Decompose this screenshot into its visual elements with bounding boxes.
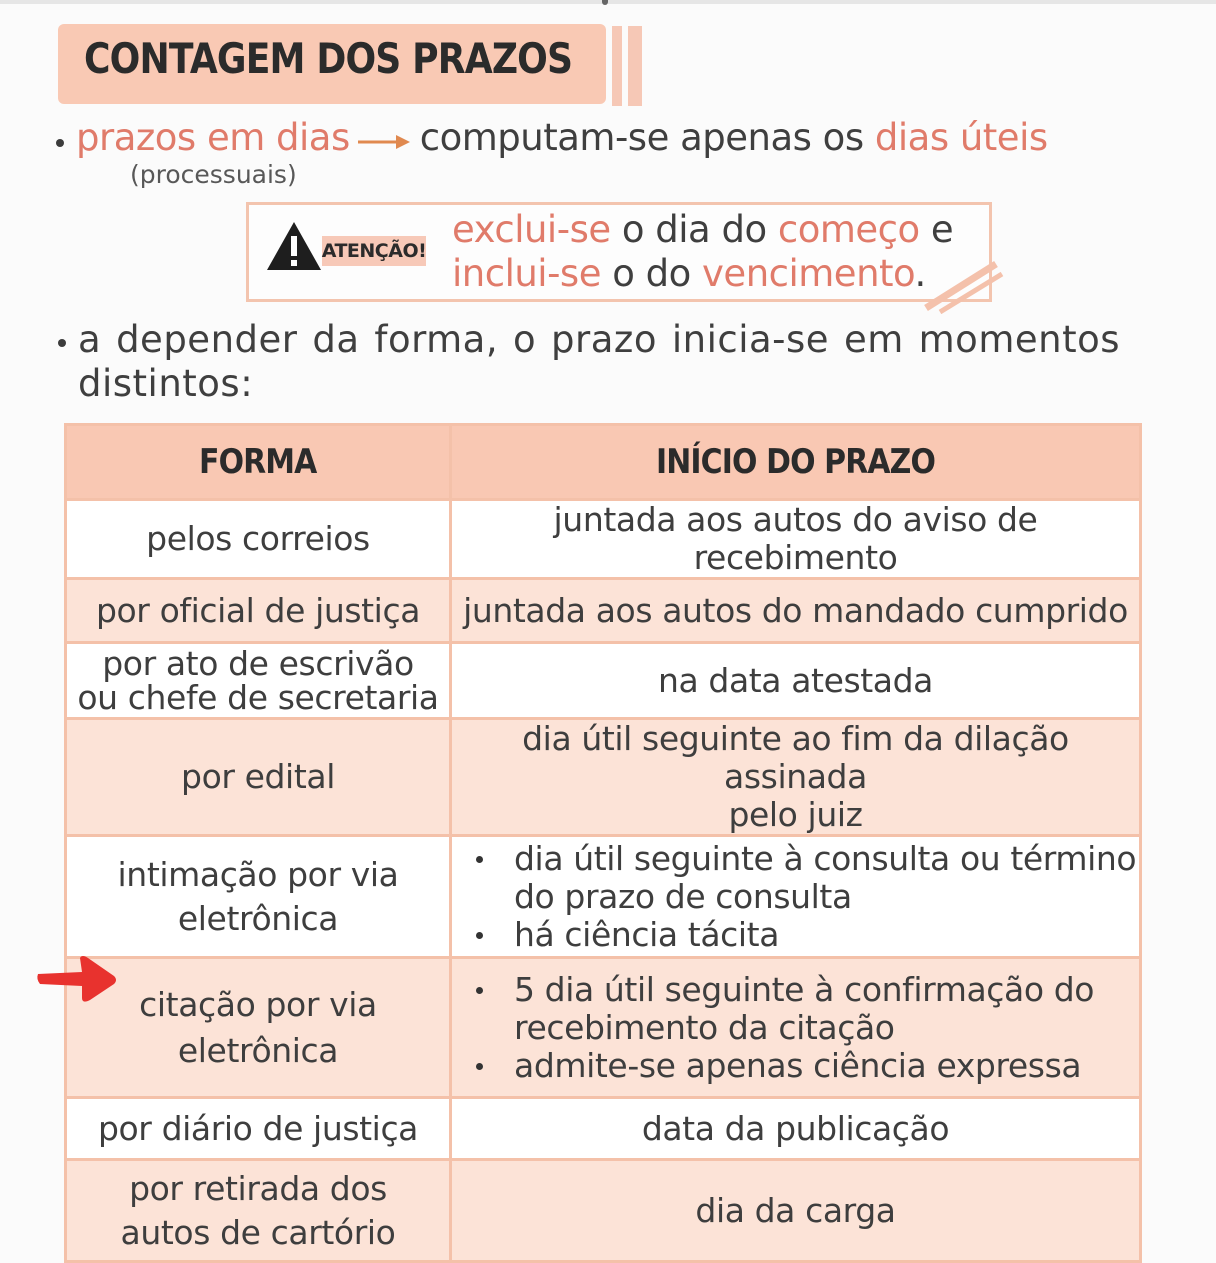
cell-inicio: na data atestada xyxy=(451,643,1141,719)
attention-text: e xyxy=(919,208,954,251)
intro-rest: computam-se apenas os xyxy=(419,116,875,159)
table-row xyxy=(66,1160,1141,1262)
intro-term: prazos em dias xyxy=(76,116,350,159)
attention-vencimento: vencimento xyxy=(702,252,915,295)
cell-line: ou chefe de secretaria xyxy=(77,677,439,717)
corner-decoration xyxy=(920,256,1004,318)
cell-line: eletrônica xyxy=(177,898,339,938)
attention-text: . xyxy=(914,252,926,295)
cell-inicio xyxy=(451,958,1141,1098)
page-title: CONTAGEM DOS PRAZOS xyxy=(84,34,573,83)
cell-inicio xyxy=(451,719,1141,836)
list-item: 5 dia útil seguinte à confirmação do recebimento da citação xyxy=(476,971,1139,1047)
cell-forma: pelos correios xyxy=(66,500,451,579)
cell-inicio: juntada aos autos do mandado cumprido xyxy=(451,579,1141,643)
table-row xyxy=(66,500,1141,579)
intro-term2: dias úteis xyxy=(874,116,1048,159)
top-marker xyxy=(602,0,608,5)
header-forma: FORMA xyxy=(66,425,451,500)
list-item: há ciência tácita xyxy=(476,916,1139,954)
cell-line: eletrônica xyxy=(177,1030,339,1070)
cell-line: citação por via xyxy=(139,984,377,1024)
warning-icon xyxy=(266,220,322,276)
bullet-dot xyxy=(56,139,64,147)
intro-note: (processuais) xyxy=(130,160,297,189)
attention-line-1 xyxy=(452,208,953,251)
cell-line: dia útil seguinte ao fim da dilação assinada xyxy=(522,719,1069,796)
cell-forma xyxy=(66,643,451,719)
cell-list xyxy=(452,971,1139,1085)
attention-comeco: começo xyxy=(777,208,920,251)
top-divider xyxy=(0,0,1216,4)
cell-line: autos de cartório xyxy=(120,1212,396,1252)
description-paragraph: a depender da forma, o prazo inicia-se em momentos distintos: xyxy=(78,318,1120,405)
table-row xyxy=(66,719,1141,836)
cell-forma: por diário de justiça xyxy=(66,1098,451,1160)
cell-forma: por oficial de justiça xyxy=(66,579,451,643)
table-row xyxy=(66,836,1141,958)
cell-inicio: data da publicação xyxy=(451,1098,1141,1160)
cell-inicio: dia da carga xyxy=(451,1160,1141,1262)
cell-inicio: juntada aos autos do aviso de recebimento xyxy=(451,500,1141,579)
title-decoration-bar xyxy=(628,26,642,106)
cell-forma xyxy=(66,958,451,1098)
table-header-row xyxy=(66,425,1141,500)
attention-line-2 xyxy=(452,252,926,295)
cell-line: por ato de escrivão xyxy=(102,643,414,683)
cell-line: por retirada dos xyxy=(129,1168,387,1208)
intro-line xyxy=(76,116,1048,161)
cell-forma xyxy=(66,836,451,958)
deadline-table xyxy=(64,423,1142,1263)
cell-line: pelo juiz xyxy=(728,795,863,834)
list-item: dia útil seguinte à consulta ou término do prazo de consulta xyxy=(476,840,1139,916)
cell-list xyxy=(452,840,1139,954)
header-inicio: INÍCIO DO PRAZO xyxy=(451,425,1141,500)
list-item: admite-se apenas ciência expressa xyxy=(476,1047,1139,1085)
attention-inclui: inclui-se xyxy=(452,252,601,295)
right-arrow-icon xyxy=(358,118,410,161)
cell-forma: por edital xyxy=(66,719,451,836)
table-row xyxy=(66,579,1141,643)
attention-text: o do xyxy=(600,252,703,295)
cell-forma xyxy=(66,1160,451,1262)
table-row xyxy=(66,958,1141,1098)
attention-label: ATENÇÃO! xyxy=(322,236,426,266)
cell-line: intimação por via xyxy=(117,854,399,894)
attention-exclui: exclui-se xyxy=(452,208,611,251)
red-pointer-arrow-icon xyxy=(36,954,118,1008)
attention-text: o dia do xyxy=(610,208,778,251)
title-decoration-bar xyxy=(612,26,622,106)
table-row xyxy=(66,643,1141,719)
table-row xyxy=(66,1098,1141,1160)
bullet-dot xyxy=(58,339,66,347)
cell-inicio xyxy=(451,836,1141,958)
